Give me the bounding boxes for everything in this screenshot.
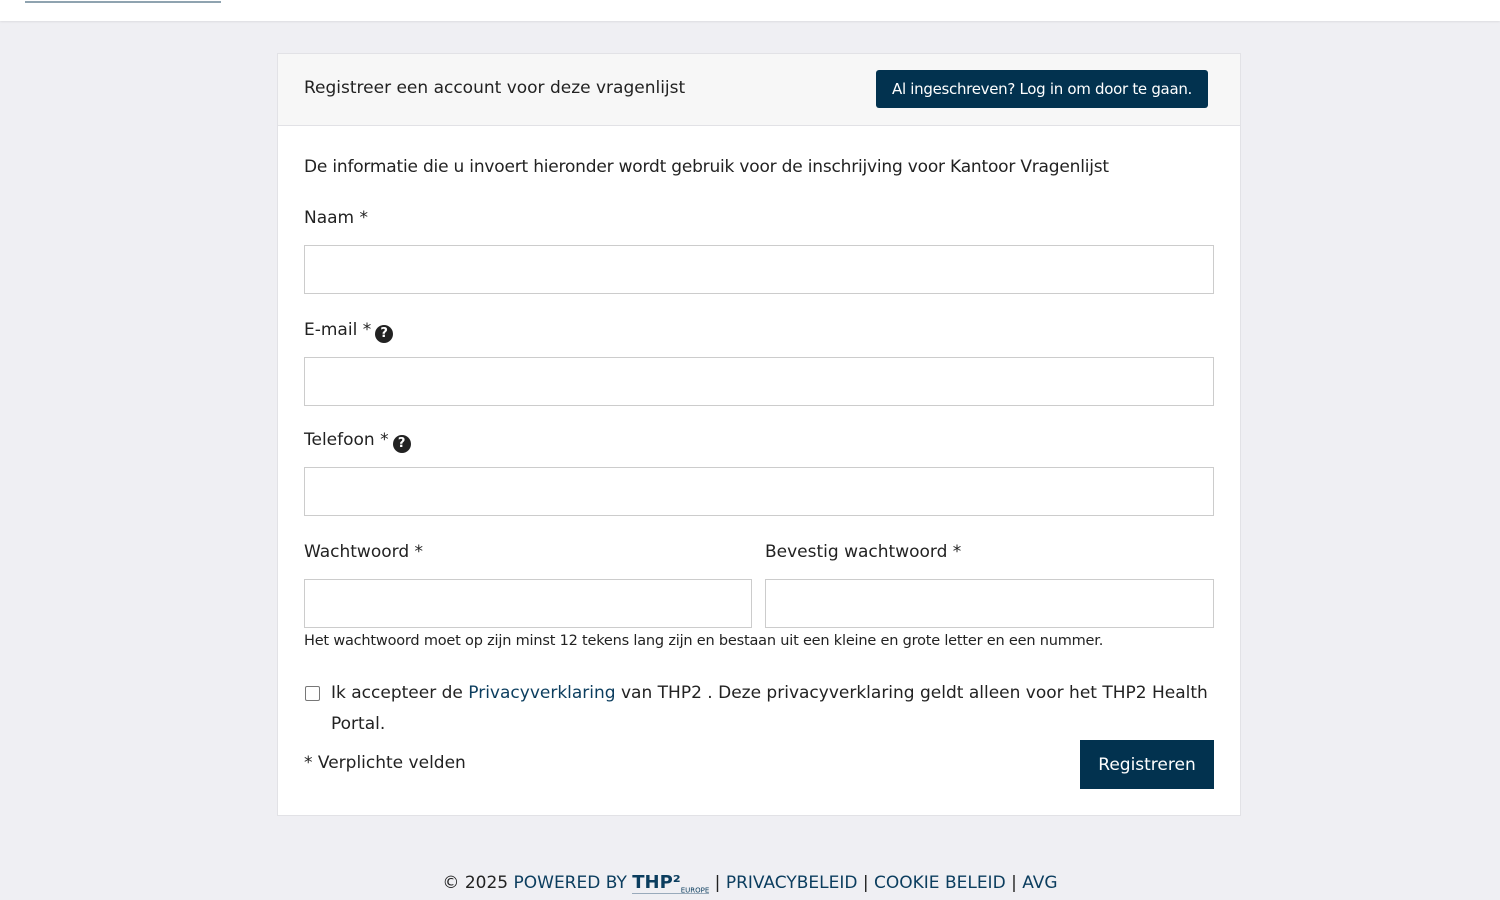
separator: | [709,873,726,893]
help-icon[interactable]: ? [393,435,411,453]
logo-sub: EUROPE [680,886,710,895]
nav-underline [25,1,221,3]
footer [0,872,1500,895]
email-label-text: E-mail * [304,320,372,340]
privacy-statement-link[interactable]: Privacyverklaring [468,683,616,703]
copyright: © 2025 [442,873,514,893]
register-card [277,53,1241,816]
password-hint: Het wachtwoord moet op zijn minst 12 tekens lang zijn en bestaan uit een kleine en grote letter en een nummer. [304,633,1104,649]
help-icon[interactable]: ? [375,325,393,343]
email-label [304,320,393,343]
name-label-text: Naam * [304,208,369,228]
separator: | [857,873,874,893]
consent-pre: Ik accepteer de [331,683,469,703]
phone-input[interactable] [304,467,1214,516]
separator: | [1005,873,1023,893]
register-button[interactable]: Registreren [1080,740,1214,789]
consent-post: van THP2 . Deze privacyverklaring geldt alleen voor het THP2 Health Portal. [331,683,1208,734]
card-title: Registreer een account voor deze vragenlijst [304,78,686,98]
logo-text: THP² [632,872,681,893]
intro-text: De informatie die u invoert hieronder wordt gebruik voor de inschrijving voor Kantoor Vragenlijst [304,157,1109,177]
name-input[interactable] [304,245,1214,294]
top-bar [0,0,1500,21]
password-input[interactable] [304,579,752,628]
login-button[interactable]: Al ingeschreven? Log in om door te gaan. [876,70,1208,108]
password-label: Wachtwoord * [304,542,424,562]
cookie-policy-link[interactable]: COOKIE BELEID [874,873,1006,893]
privacy-policy-link[interactable]: PRIVACYBELEID [725,873,858,893]
card-header [278,54,1240,126]
avg-link[interactable]: AVG [1022,873,1058,893]
thp2-logo[interactable] [632,872,709,894]
confirm-password-label: Bevestig wachtwoord * [765,542,962,562]
email-input[interactable] [304,357,1214,406]
powered-by-link[interactable]: POWERED BY [513,873,633,893]
required-note: * Verplichte velden [304,753,466,773]
privacy-checkbox[interactable] [305,686,320,701]
phone-label [304,430,411,453]
consent-text [331,678,1221,740]
phone-label-text: Telefoon * [304,430,389,450]
name-label [304,208,368,228]
confirm-password-input[interactable] [765,579,1214,628]
